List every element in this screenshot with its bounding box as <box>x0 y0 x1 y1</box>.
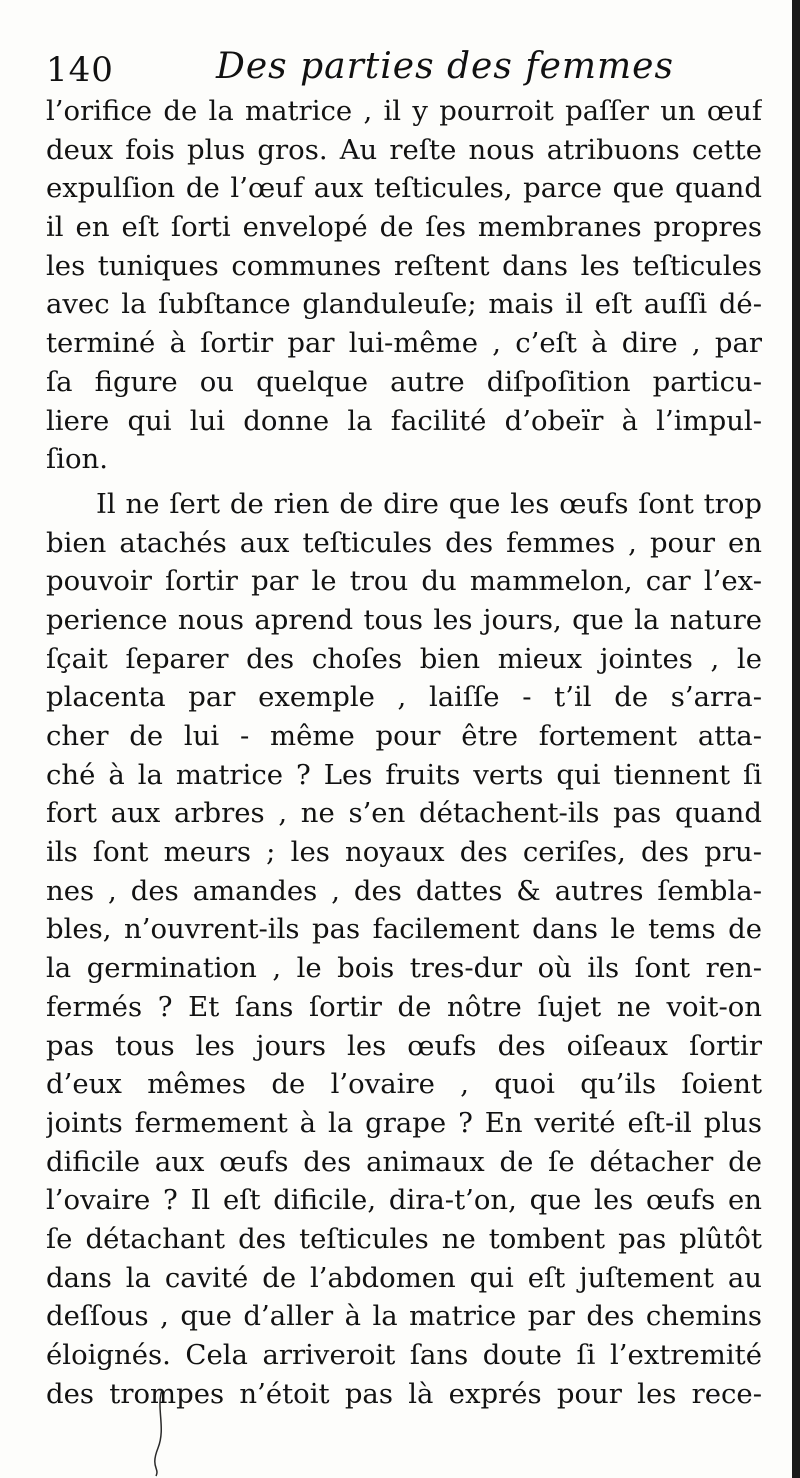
body-text <box>46 92 762 1413</box>
text-line: dificile aux œufs des animaux de ſe détacher de <box>46 1145 762 1178</box>
text-line: ſa figure ou quelque autre diſpoſition particu- <box>46 365 762 398</box>
text-line: ché à la matrice ? Les fruits verts qui tiennent ſi <box>46 758 762 791</box>
text-line: joints fermement à la grape ? En verité eſt-il plus <box>46 1106 762 1139</box>
text-line: expulſion de l’œuf aux teſticules, parce que quand <box>46 172 762 205</box>
text-line: placenta par exemple , laiſſe - t’il de s’arra- <box>46 681 762 714</box>
text-line: les tuniques communes reſtent dans les teſticules <box>46 249 762 282</box>
paragraph-1 <box>46 92 762 479</box>
text-line: liere qui lui donne la facilité d’obeïr à l’impul- <box>46 404 762 437</box>
text-line: deſſous , que d’aller à la matrice par des chemins <box>46 1300 762 1333</box>
text-line: l’ovaire ? Il eſt dificile, dira-t’on, que les œufs en <box>46 1184 762 1217</box>
text-line: des trompes n’étoit pas là exprés pour les rece- <box>46 1377 762 1410</box>
text-line: ſçait ſeparer des choſes bien mieux jointes , le <box>46 642 762 675</box>
page-number: 140 <box>46 50 114 90</box>
text-line: deux fois plus gros. Au reſte nous atribuons cette <box>46 133 762 166</box>
running-title: Des parties des femmes <box>216 46 674 87</box>
page-edge-shadow <box>792 0 800 1478</box>
text-line: bles, n’ouvrent-ils pas facilement dans le tems de <box>46 913 762 946</box>
text-line: bien atachés aux teſticules des femmes , pour en <box>46 526 762 559</box>
text-line: fermés ? Et ſans ſortir de nôtre ſujet ne voit-on <box>46 990 762 1023</box>
ink-stroke-mark <box>150 1388 170 1478</box>
text-line: Il ne ſert de rien de dire que les œufs ſont trop <box>96 487 762 520</box>
text-line: il en eſt ſorti envelopé de ſes membranes propres <box>46 211 762 244</box>
text-line: perience nous aprend tous les jours, que la nature <box>46 603 762 636</box>
text-line: pas tous les jours les œufs des oiſeaux ſortir <box>46 1029 762 1062</box>
paragraph-2 <box>46 485 762 1414</box>
text-line: l’orifice de la matrice , il y pourroit paſſer un œuf <box>46 95 762 127</box>
text-line: ils ſont meurs ; les noyaux des ceriſes, des pru- <box>46 836 762 869</box>
running-head <box>46 44 766 92</box>
text-line: nes , des amandes , des dattes & autres ſembla- <box>46 874 762 907</box>
text-line: pouvoir ſortir par le trou du mammelon, car l’ex- <box>46 565 762 598</box>
text-line: éloignés. Cela arriveroit ſans doute ſi l’extremité <box>46 1339 762 1371</box>
text-line: fort aux arbres , ne s’en détachent-ils pas quand <box>46 797 762 830</box>
text-line: dans la cavité de l’abdomen qui eſt juſtement au <box>46 1261 762 1294</box>
text-line: ſion. <box>46 443 108 476</box>
text-line: cher de lui - même pour être fortement atta- <box>46 720 762 752</box>
text-line: d’eux mêmes de l’ovaire , quoi qu’ils ſoient <box>46 1068 762 1101</box>
text-line: terminé à ſortir par lui-même , c’eſt à dire , par <box>46 327 762 360</box>
text-line: ſe détachant des teſticules ne tombent pas plûtôt <box>46 1222 762 1255</box>
text-line: avec la ſubſtance glanduleuſe; mais il eſt auſſi dé- <box>46 288 762 321</box>
text-line: la germination , le bois tres-dur où ils ſont ren- <box>46 952 762 985</box>
